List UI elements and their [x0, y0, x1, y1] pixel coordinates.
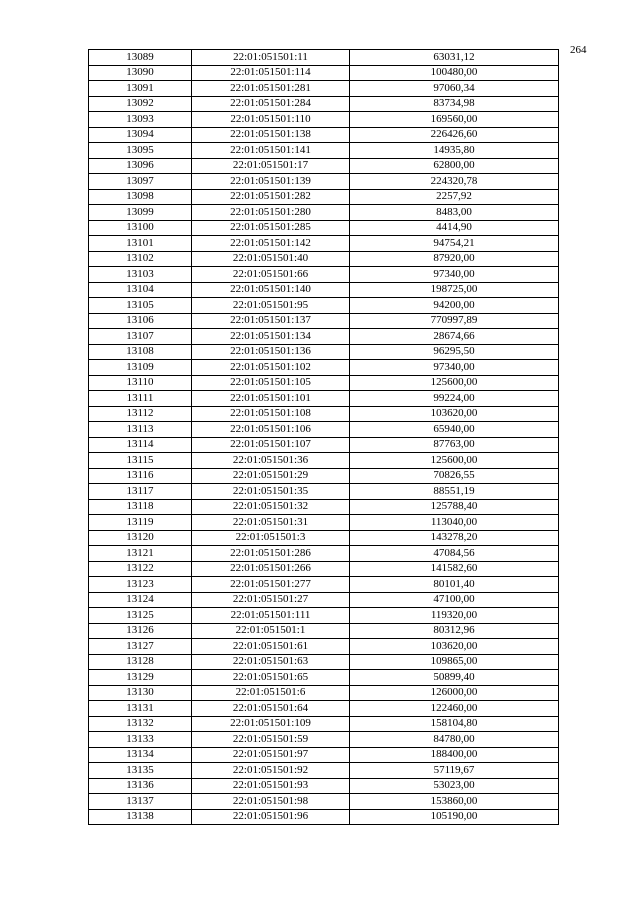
value-cell: 88551,19	[350, 484, 559, 500]
cadastral-number-cell: 22:01:051501:109	[192, 716, 350, 732]
cadastral-number-cell: 22:01:051501:282	[192, 189, 350, 205]
table-row	[89, 313, 559, 329]
row-number-cell: 13125	[89, 608, 192, 624]
value-cell: 224320,78	[350, 174, 559, 190]
row-number-cell: 13138	[89, 809, 192, 825]
value-cell: 103620,00	[350, 406, 559, 422]
row-number-cell: 13110	[89, 375, 192, 391]
row-number-cell: 13136	[89, 778, 192, 794]
value-cell: 4414,90	[350, 220, 559, 236]
table-row	[89, 499, 559, 515]
table-row	[89, 158, 559, 174]
row-number-cell: 13121	[89, 546, 192, 562]
table-row	[89, 639, 559, 655]
table-row	[89, 747, 559, 763]
value-cell: 8483,00	[350, 205, 559, 221]
cadastral-number-cell: 22:01:051501:27	[192, 592, 350, 608]
table-row	[89, 794, 559, 810]
row-number-cell: 13102	[89, 251, 192, 267]
value-cell: 103620,00	[350, 639, 559, 655]
value-cell: 122460,00	[350, 701, 559, 717]
table-row	[89, 65, 559, 81]
row-number-cell: 13095	[89, 143, 192, 159]
value-cell: 105190,00	[350, 809, 559, 825]
row-number-cell: 13118	[89, 499, 192, 515]
table-body	[89, 50, 559, 825]
value-cell: 50899,40	[350, 670, 559, 686]
table-row	[89, 484, 559, 500]
table-row	[89, 360, 559, 376]
row-number-cell: 13107	[89, 329, 192, 345]
row-number-cell: 13133	[89, 732, 192, 748]
value-cell: 153860,00	[350, 794, 559, 810]
table-row	[89, 251, 559, 267]
table-row	[89, 81, 559, 97]
cadastral-number-cell: 22:01:051501:98	[192, 794, 350, 810]
value-cell: 97340,00	[350, 360, 559, 376]
value-cell: 125788,40	[350, 499, 559, 515]
value-cell: 83734,98	[350, 96, 559, 112]
value-cell: 125600,00	[350, 453, 559, 469]
cadastral-number-cell: 22:01:051501:40	[192, 251, 350, 267]
cadastral-number-cell: 22:01:051501:139	[192, 174, 350, 190]
table-row	[89, 670, 559, 686]
row-number-cell: 13122	[89, 561, 192, 577]
value-cell: 141582,60	[350, 561, 559, 577]
cadastral-number-cell: 22:01:051501:31	[192, 515, 350, 531]
row-number-cell: 13099	[89, 205, 192, 221]
cadastral-number-cell: 22:01:051501:108	[192, 406, 350, 422]
cadastral-number-cell: 22:01:051501:102	[192, 360, 350, 376]
page-number: 264	[570, 44, 587, 56]
row-number-cell: 13097	[89, 174, 192, 190]
table-row	[89, 546, 559, 562]
table-row	[89, 437, 559, 453]
cadastral-number-cell: 22:01:051501:141	[192, 143, 350, 159]
cadastral-number-cell: 22:01:051501:140	[192, 282, 350, 298]
value-cell: 96295,50	[350, 344, 559, 360]
table-row	[89, 468, 559, 484]
row-number-cell: 13114	[89, 437, 192, 453]
row-number-cell: 13132	[89, 716, 192, 732]
table-row	[89, 515, 559, 531]
cadastral-number-cell: 22:01:051501:36	[192, 453, 350, 469]
row-number-cell: 13116	[89, 468, 192, 484]
cadastral-number-cell: 22:01:051501:1	[192, 623, 350, 639]
table-row	[89, 453, 559, 469]
table-row	[89, 809, 559, 825]
row-number-cell: 13103	[89, 267, 192, 283]
table-row	[89, 716, 559, 732]
row-number-cell: 13104	[89, 282, 192, 298]
table-row	[89, 127, 559, 143]
row-number-cell: 13134	[89, 747, 192, 763]
cadastral-number-cell: 22:01:051501:286	[192, 546, 350, 562]
row-number-cell: 13105	[89, 298, 192, 314]
row-number-cell: 13106	[89, 313, 192, 329]
table-row	[89, 701, 559, 717]
cadastral-number-cell: 22:01:051501:101	[192, 391, 350, 407]
cadastral-number-cell: 22:01:051501:285	[192, 220, 350, 236]
table-row	[89, 112, 559, 128]
table-row	[89, 282, 559, 298]
cadastral-number-cell: 22:01:051501:284	[192, 96, 350, 112]
row-number-cell: 13115	[89, 453, 192, 469]
cadastral-number-cell: 22:01:051501:114	[192, 65, 350, 81]
row-number-cell: 13131	[89, 701, 192, 717]
table-row	[89, 329, 559, 345]
value-cell: 126000,00	[350, 685, 559, 701]
cadastral-number-cell: 22:01:051501:110	[192, 112, 350, 128]
cadastral-number-cell: 22:01:051501:266	[192, 561, 350, 577]
value-cell: 87920,00	[350, 251, 559, 267]
row-number-cell: 13108	[89, 344, 192, 360]
value-cell: 100480,00	[350, 65, 559, 81]
value-cell: 143278,20	[350, 530, 559, 546]
value-cell: 125600,00	[350, 375, 559, 391]
cadastral-number-cell: 22:01:051501:95	[192, 298, 350, 314]
cadastral-number-cell: 22:01:051501:6	[192, 685, 350, 701]
row-number-cell: 13111	[89, 391, 192, 407]
value-cell: 28674,66	[350, 329, 559, 345]
table-row	[89, 654, 559, 670]
cadastral-number-cell: 22:01:051501:111	[192, 608, 350, 624]
table-row	[89, 267, 559, 283]
row-number-cell: 13092	[89, 96, 192, 112]
value-cell: 80101,40	[350, 577, 559, 593]
value-cell: 97060,34	[350, 81, 559, 97]
row-number-cell: 13117	[89, 484, 192, 500]
value-cell: 188400,00	[350, 747, 559, 763]
row-number-cell: 13100	[89, 220, 192, 236]
table-row	[89, 623, 559, 639]
value-cell: 70826,55	[350, 468, 559, 484]
value-cell: 57119,67	[350, 763, 559, 779]
cadastral-number-cell: 22:01:051501:35	[192, 484, 350, 500]
table-row	[89, 530, 559, 546]
value-cell: 62800,00	[350, 158, 559, 174]
row-number-cell: 13137	[89, 794, 192, 810]
value-cell: 113040,00	[350, 515, 559, 531]
cadastral-number-cell: 22:01:051501:11	[192, 50, 350, 66]
cadastral-number-cell: 22:01:051501:17	[192, 158, 350, 174]
table-row	[89, 422, 559, 438]
table-row	[89, 236, 559, 252]
value-cell: 63031,12	[350, 50, 559, 66]
value-cell: 47100,00	[350, 592, 559, 608]
cadastral-number-cell: 22:01:051501:63	[192, 654, 350, 670]
value-cell: 94200,00	[350, 298, 559, 314]
row-number-cell: 13126	[89, 623, 192, 639]
cadastral-number-cell: 22:01:051501:32	[192, 499, 350, 515]
value-cell: 770997,89	[350, 313, 559, 329]
row-number-cell: 13127	[89, 639, 192, 655]
table-row	[89, 732, 559, 748]
table-row	[89, 96, 559, 112]
cadastral-value-table	[88, 49, 559, 825]
value-cell: 65940,00	[350, 422, 559, 438]
row-number-cell: 13120	[89, 530, 192, 546]
table-row	[89, 763, 559, 779]
row-number-cell: 13129	[89, 670, 192, 686]
row-number-cell: 13090	[89, 65, 192, 81]
cadastral-number-cell: 22:01:051501:93	[192, 778, 350, 794]
cadastral-number-cell: 22:01:051501:3	[192, 530, 350, 546]
value-cell: 53023,00	[350, 778, 559, 794]
table-row	[89, 220, 559, 236]
cadastral-number-cell: 22:01:051501:65	[192, 670, 350, 686]
cadastral-number-cell: 22:01:051501:142	[192, 236, 350, 252]
table-row	[89, 205, 559, 221]
value-cell: 94754,21	[350, 236, 559, 252]
cadastral-number-cell: 22:01:051501:92	[192, 763, 350, 779]
value-cell: 109865,00	[350, 654, 559, 670]
table-row	[89, 685, 559, 701]
row-number-cell: 13130	[89, 685, 192, 701]
table-row	[89, 778, 559, 794]
value-cell: 198725,00	[350, 282, 559, 298]
cadastral-number-cell: 22:01:051501:64	[192, 701, 350, 717]
row-number-cell: 13091	[89, 81, 192, 97]
cadastral-number-cell: 22:01:051501:97	[192, 747, 350, 763]
table-row	[89, 577, 559, 593]
row-number-cell: 13098	[89, 189, 192, 205]
row-number-cell: 13119	[89, 515, 192, 531]
row-number-cell: 13109	[89, 360, 192, 376]
table-row	[89, 143, 559, 159]
value-cell: 226426,60	[350, 127, 559, 143]
table-row	[89, 608, 559, 624]
value-cell: 14935,80	[350, 143, 559, 159]
cadastral-number-cell: 22:01:051501:66	[192, 267, 350, 283]
cadastral-number-cell: 22:01:051501:137	[192, 313, 350, 329]
cadastral-number-cell: 22:01:051501:59	[192, 732, 350, 748]
cadastral-number-cell: 22:01:051501:138	[192, 127, 350, 143]
cadastral-number-cell: 22:01:051501:277	[192, 577, 350, 593]
cadastral-number-cell: 22:01:051501:29	[192, 468, 350, 484]
value-cell: 84780,00	[350, 732, 559, 748]
row-number-cell: 13094	[89, 127, 192, 143]
cadastral-number-cell: 22:01:051501:136	[192, 344, 350, 360]
cadastral-number-cell: 22:01:051501:280	[192, 205, 350, 221]
cadastral-number-cell: 22:01:051501:61	[192, 639, 350, 655]
row-number-cell: 13113	[89, 422, 192, 438]
value-cell: 158104,80	[350, 716, 559, 732]
table-row	[89, 561, 559, 577]
row-number-cell: 13124	[89, 592, 192, 608]
table-row	[89, 406, 559, 422]
value-cell: 169560,00	[350, 112, 559, 128]
table-row	[89, 391, 559, 407]
value-cell: 97340,00	[350, 267, 559, 283]
cadastral-number-cell: 22:01:051501:96	[192, 809, 350, 825]
cadastral-number-cell: 22:01:051501:134	[192, 329, 350, 345]
value-cell: 119320,00	[350, 608, 559, 624]
cadastral-number-cell: 22:01:051501:281	[192, 81, 350, 97]
row-number-cell: 13101	[89, 236, 192, 252]
table-row	[89, 50, 559, 66]
table-row	[89, 298, 559, 314]
value-cell: 80312,96	[350, 623, 559, 639]
row-number-cell: 13135	[89, 763, 192, 779]
table-row	[89, 592, 559, 608]
row-number-cell: 13112	[89, 406, 192, 422]
row-number-cell: 13128	[89, 654, 192, 670]
cadastral-number-cell: 22:01:051501:105	[192, 375, 350, 391]
table-row	[89, 174, 559, 190]
table-row	[89, 375, 559, 391]
value-cell: 87763,00	[350, 437, 559, 453]
row-number-cell: 13123	[89, 577, 192, 593]
value-cell: 99224,00	[350, 391, 559, 407]
row-number-cell: 13093	[89, 112, 192, 128]
value-cell: 47084,56	[350, 546, 559, 562]
table-row	[89, 344, 559, 360]
table-row	[89, 189, 559, 205]
cadastral-number-cell: 22:01:051501:106	[192, 422, 350, 438]
row-number-cell: 13096	[89, 158, 192, 174]
row-number-cell: 13089	[89, 50, 192, 66]
cadastral-number-cell: 22:01:051501:107	[192, 437, 350, 453]
value-cell: 2257,92	[350, 189, 559, 205]
